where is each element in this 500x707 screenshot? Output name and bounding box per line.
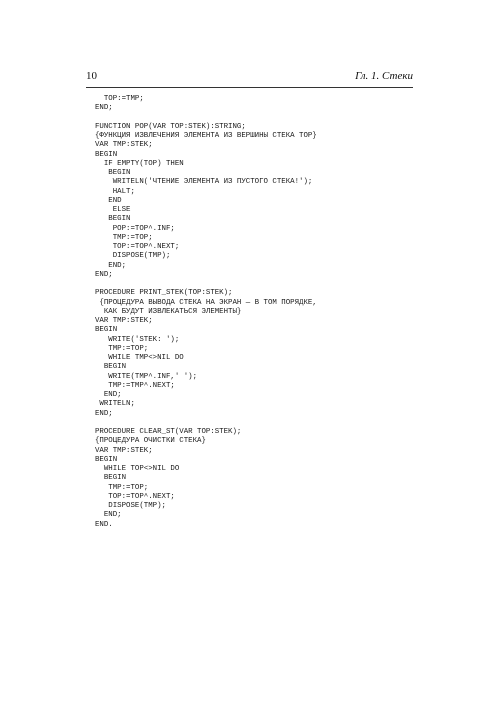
code-line: {ПРОЦЕДУРА ВЫВОДА СТЕКА НА ЭКРАН — В ТОМ ПОРЯДКЕ, (95, 298, 317, 307)
code-line: POP:=TOP^.INF; (95, 224, 175, 233)
code-line: КАК БУДУТ ИЗВЛЕКАТЬСЯ ЭЛЕМЕНТЫ} (95, 307, 242, 316)
code-line: END; (95, 409, 113, 418)
code-line: TOP:=TMP; (95, 95, 144, 103)
code-line: TOP:=TOP^.NEXT; (95, 243, 180, 251)
code-line: TMP:=TOP; (95, 233, 153, 242)
code-line: BEGIN (95, 150, 118, 159)
code-line: DISPOSE(TMP); (95, 502, 166, 510)
code-line: HALT; (95, 187, 135, 196)
code-line: VAR TMP:STEK; (95, 141, 153, 150)
code-line (95, 114, 415, 123)
code-line: WRITELN; (95, 400, 135, 409)
code-line: END; (95, 261, 127, 270)
code-line: IF EMPTY(TOP) THEN (95, 159, 184, 168)
code-line: BEGIN (95, 215, 131, 224)
code-line: BEGIN (95, 326, 118, 335)
code-line: TOP:=TOP^.NEXT; (95, 492, 175, 501)
code-line (95, 280, 415, 289)
code-line: WRITE(TMP^.INF,' '); (95, 372, 198, 381)
code-line: END; (95, 511, 122, 520)
code-line: END; (95, 391, 122, 399)
page-header (86, 70, 413, 86)
code-line: {ФУНКЦИЯ ИЗВЛЕЧЕНИЯ ЭЛЕМЕНТА ИЗ ВЕРШИНЫ СТЕКА TOP} (95, 132, 317, 140)
code-listing (95, 95, 415, 530)
code-line: ELSE (95, 206, 131, 214)
code-line: TMP:=TOP; (95, 344, 149, 353)
code-line: DISPOSE(TMP); (95, 252, 171, 261)
code-line: FUNCTION POP(VAR TOP:STEK):STRING; (95, 122, 246, 131)
running-head: Гл. 1. Стеки (355, 70, 413, 82)
header-rule (86, 87, 413, 88)
code-line: BEGIN (95, 474, 127, 483)
code-line: BEGIN (95, 363, 127, 372)
code-line: END; (95, 104, 113, 113)
page-number: 10 (86, 70, 97, 82)
code-line: TMP:=TOP; (95, 483, 149, 492)
code-line: WHILE TMP<>NIL DO (95, 354, 184, 362)
code-line: END. (95, 520, 113, 529)
code-line: PROCEDURE CLEAR_ST(VAR TOP:STEK); (95, 428, 242, 436)
code-line: VAR TMP:STEK; (95, 446, 153, 455)
code-line (95, 419, 415, 428)
code-line: END; (95, 270, 113, 279)
code-line: WRITE('STEK: '); (95, 335, 180, 344)
code-line: PROCEDURE PRINT_STEK(TOP:STEK); (95, 289, 233, 298)
code-line: VAR TMP:STEK; (95, 317, 153, 325)
code-line: WHILE TOP<>NIL DO (95, 465, 180, 473)
code-line: BEGIN (95, 455, 118, 464)
code-line: TMP:=TMP^.NEXT; (95, 381, 175, 390)
code-line: BEGIN (95, 169, 131, 177)
code-line: {ПРОЦЕДУРА ОЧИСТКИ СТЕКА} (95, 437, 206, 446)
code-line: WRITELN('ЧТЕНИЕ ЭЛЕМЕНТА ИЗ ПУСТОГО СТЕКА!'); (95, 178, 313, 187)
code-line: END (95, 196, 122, 205)
